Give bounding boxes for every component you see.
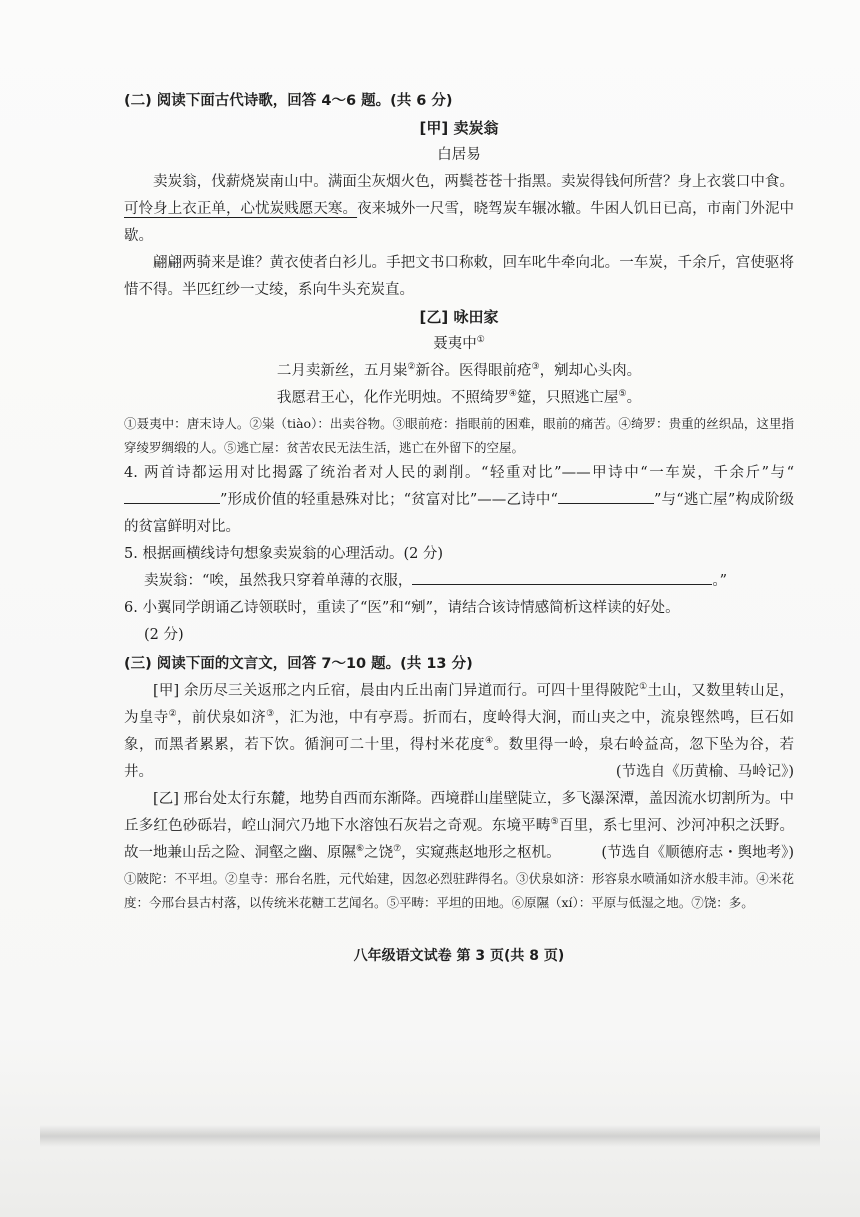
poem1-paragraph1 <box>124 169 794 250</box>
footnote-marker: ④ <box>485 736 494 747</box>
section3-notes: ①陂陀：不平坦。②皇寺：邢台名胜，元代始建，因忽必烈驻跸得名。③伏泉如济：形容泉水喷涌如济水般丰沛。④米花度：今邢台县古村落，以传统米花糖工艺闻名。⑤平畴：平坦的田地。⑥原隰（xí）：平原与低湿之地。⑦饶：多。 <box>124 871 794 910</box>
poem1-author: 白居易 <box>437 147 481 163</box>
page-content <box>124 86 794 970</box>
section2-notes: ①聂夷中：唐末诗人。②粜（tiào）：出卖谷物。③眼前疮：指眼前的困难，眼前的痛苦。④绮罗：贵重的丝织品，这里指穿绫罗绸缎的人。⑤逃亡屋：贫苦农民无法生活，逃亡在外留下的空屋。 <box>124 416 794 455</box>
question-6: 6. 小翼同学朗诵乙诗领联时，重读了“医”和“剜”，请结合该诗情感简析这样读的好处。 <box>124 600 680 616</box>
scan-shadow <box>40 1125 820 1147</box>
footnote-marker: ① <box>639 682 648 693</box>
footnote-marker: ② <box>168 709 177 720</box>
poem1-text-a: 卖炭翁，伐薪烧炭南山中。满面尘灰烟火色，两鬓苍苍十指黑。卖炭得钱何所营？身上衣裳口中食。 <box>153 174 794 190</box>
q4-blank-2[interactable] <box>558 489 654 504</box>
yi-source: (节选自《顺德府志・舆地考》) <box>601 845 794 861</box>
footnote-marker: ③ <box>266 709 275 720</box>
footnote-marker: ① <box>476 335 485 346</box>
footnote-marker: ⑥ <box>356 844 365 855</box>
footnote-marker: ⑦ <box>393 844 402 855</box>
poem2-title: [乙] 咏田家 <box>419 308 499 326</box>
question-6-score: (2 分) <box>144 627 184 643</box>
section2-heading: (二) 阅读下面古代诗歌，回答 4～6 题。(共 6 分) <box>124 93 453 109</box>
question-4: 4. 两首诗都运用对比揭露了统治者对人民的剥削。“轻重对比”——甲诗中“一车炭，千余斤”与“”形成价值的轻重悬殊对比；“贫富对比”——乙诗中“ ”与“逃亡屋”构成阶级的贫富鲜明对比。 <box>124 465 794 535</box>
page-footer: 八年级语文试卷 第 3 页(共 8 页) <box>353 948 565 964</box>
classical-text-yi: [乙] 邢台处太行东麓，地势自西而东渐降。西境群山崖壁陡立，多飞瀑深潭，盖因流水切割所为。中丘多红色砂砾岩，崆山洞穴乃地下水溶蚀石灰岩之奇观。东境平畴⑤百里，系七里河、沙河冲积之沃野。故一地兼山岳之险、洞壑之幽、原隰⑥之饶⑦，实窥燕赵地形之枢机。 (节选自《顺德府志・舆地考》) <box>124 786 794 867</box>
poem1-text-b: 夜来城外一尺雪，晓驾炭车辗冰辙。牛困人饥日已高，市南门外泥中歇。 <box>124 201 795 244</box>
footnote-marker: ② <box>407 362 416 373</box>
q5-answer-line: 卖炭翁：“唉，虽然我只穿着单薄的衣服， 。” <box>124 568 794 595</box>
jia-source: (节选自《历黄榆、马岭记》) <box>615 764 794 780</box>
poem2-author: 聂夷中① <box>433 335 485 352</box>
footnote-marker: ③ <box>531 362 540 373</box>
q4-blank-1[interactable] <box>124 489 220 504</box>
classical-text-jia: [甲] 余历尽三关返邢之内丘宿，晨由内丘出南门异道而行。可四十里得陂陀①土山，又数里转山足，为皇寺②，前伏泉如济③，汇为池，中有亭焉。折而右，度岭得大涧，而山夹之中，流泉铿然鸣，巨石如象，而黑者累累，若下饮。循涧可二十里，得村米花度④。数里得一岭，泉右岭益高，忽下坠为谷，若井。 (节选自《历黄榆、马岭记》) <box>124 678 794 786</box>
poem1-paragraph2: 翩翩两骑来是谁？黄衣使者白衫儿。手把文书口称敕，回车叱牛牵向北。一车炭，千余斤，宫使驱将惜不得。半匹红纱一丈绫，系向牛头充炭直。 <box>124 255 794 298</box>
q5-blank[interactable] <box>412 570 712 585</box>
section3-heading: (三) 阅读下面的文言文，回答 7～10 题。(共 13 分) <box>124 656 473 672</box>
question-5: 5. 根据画横线诗句想象卖炭翁的心理活动。(2 分) <box>124 546 444 562</box>
poem2-line1: 二月卖新丝，五月粜②新谷。医得眼前疮③，剜却心头肉。 <box>276 362 642 379</box>
footnote-marker: ⑤ <box>618 389 627 400</box>
footnote-marker: ⑤ <box>550 817 559 828</box>
poem1-underlined-line: 可怜身上衣正单，心忧炭贱愿天寒。 <box>124 201 358 217</box>
footnote-marker: ④ <box>508 389 517 400</box>
poem1-title: [甲] 卖炭翁 <box>419 119 499 137</box>
poem2-line2: 我愿君王心，化作光明烛。不照绮罗④筵，只照逃亡屋⑤。 <box>276 389 642 406</box>
